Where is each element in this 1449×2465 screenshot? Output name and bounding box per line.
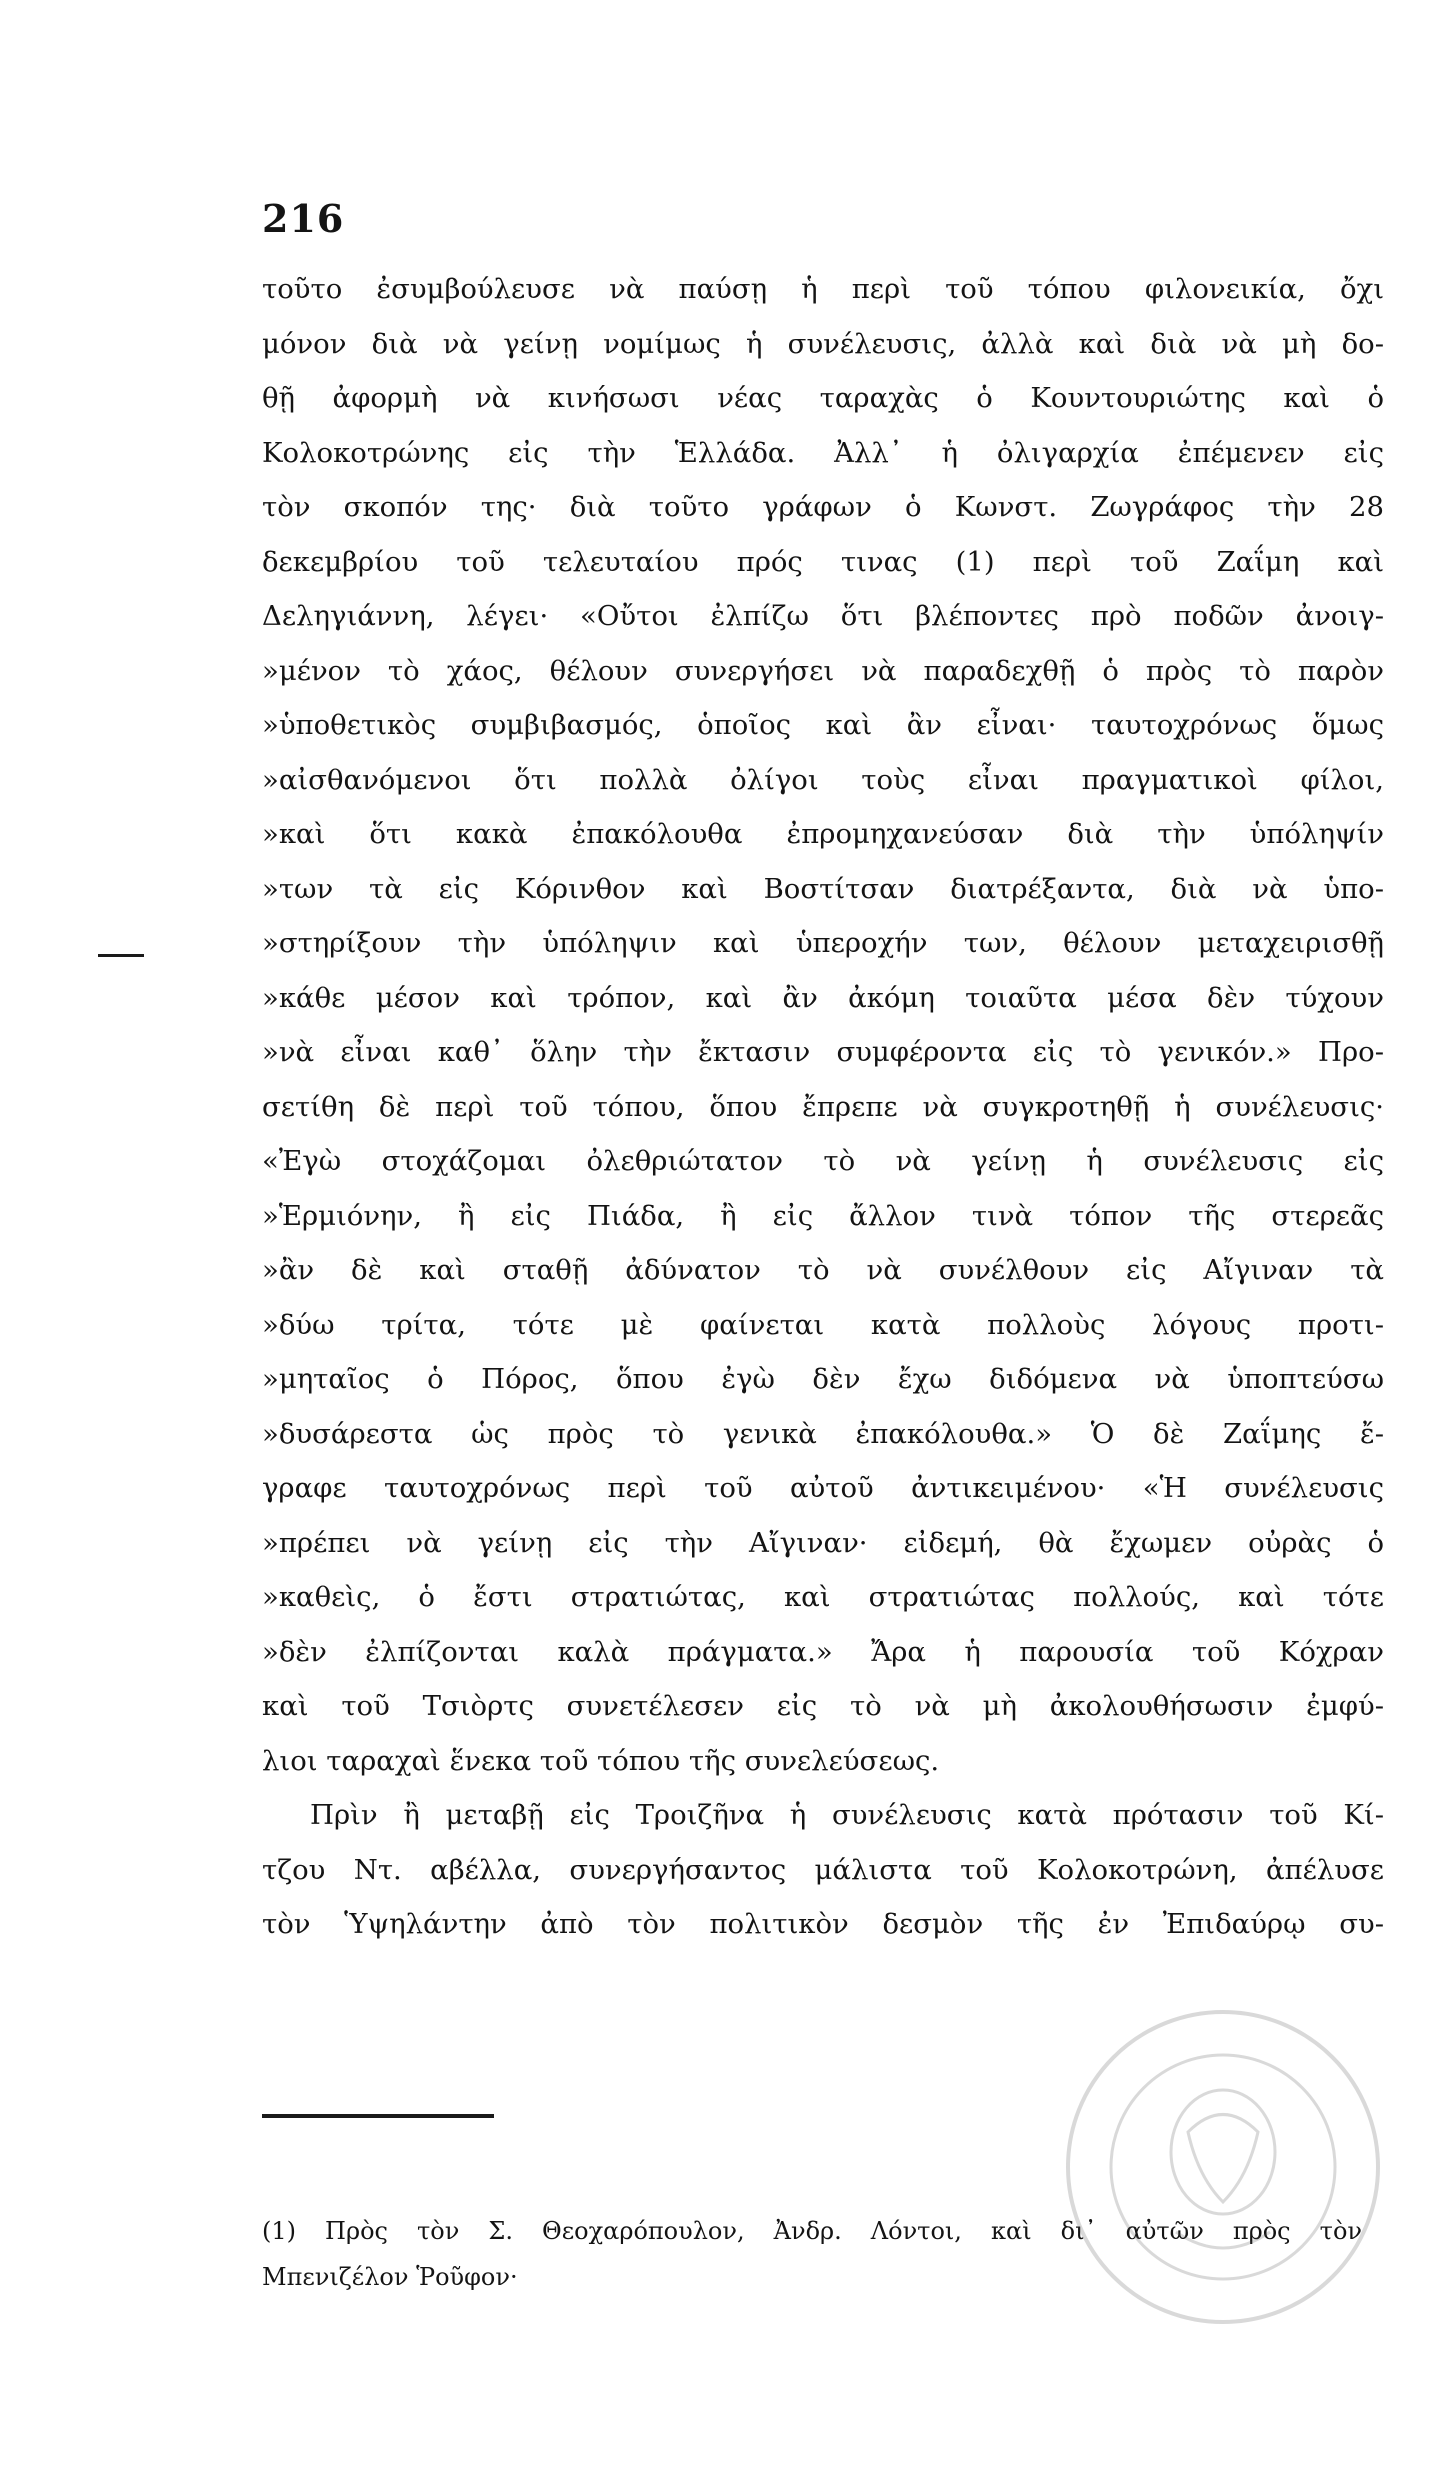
text-line: »Ἑρμιόνην, ἢ εἰς Πιάδα, ἢ εἰς ἄλλον τινὰ τόπον τῆς στερεᾶς [262,1199,1384,1232]
text-line: τζου Ντ. αβέλλα, συνεργήσαντος μάλιστα τοῦ Κολοκοτρώνη, ἀπέλυσε [262,1853,1384,1886]
text-line: γραφε ταυτοχρόνως περὶ τοῦ αὐτοῦ ἀντικειμένου· «Ἡ συνέλευσις [262,1472,1384,1504]
footnote-separator [262,2114,494,2118]
text-line-paragraph-start: Πρὶν ἢ μεταβῇ εἰς Τροιζῆνα ἡ συνέλευσις κατὰ πρότασιν τοῦ Κί- [310,1799,1384,1831]
text-line: »καὶ ὅτι κακὰ ἐπακόλουθα ἐπρομηχανεύσαν διὰ τὴν ὑπόληψίν [262,818,1384,850]
text-line: Κολοκοτρώνης εἰς τὴν Ἑλλάδα. Ἀλλ᾽ ἡ ὀλιγαρχία ἐπέμενεν εἰς [262,436,1384,469]
main-text [262,262,1384,1952]
text-line: καὶ τοῦ Τσιὸρτς συνετέλεσεν εἰς τὸ νὰ μὴ ἀκολουθήσωσιν ἐμφύ- [262,1690,1384,1722]
footnote-line: (1) Πρὸς τὸν Σ. Θεοχαρόπουλον, Ἀνδρ. Λόντοι, καὶ δι᾽ αὐτῶν πρὸς τὸν [262,2217,1362,2245]
text-line: μόνον διὰ νὰ γείνῃ νομίμως ἡ συνέλευσις, ἀλλὰ καὶ διὰ νὰ μὴ δο- [262,327,1384,360]
text-line: »ὑποθετικὸς συμβιβασμός, ὁποῖος καὶ ἂν εἶναι· ταυτοχρόνως ὅμως [262,709,1384,741]
text-line: »καθεὶς, ὁ ἔστι στρατιώτας, καὶ στρατιώτας πολλούς, καὶ τότε [262,1581,1384,1613]
text-line: »πρέπει νὰ γείνῃ εἰς τὴν Αἴγιναν· εἰδεμή, θὰ ἔχωμεν οὐρὰς ὁ [262,1526,1384,1559]
page-number: 216 [262,196,345,241]
text-line: τοῦτο ἐσυμβούλευσε νὰ παύσῃ ἡ περὶ τοῦ τόπου φιλονεικία, ὄχι [262,273,1384,305]
text-line: »ἂν δὲ καὶ σταθῇ ἀδύνατον τὸ νὰ συνέλθουν εἰς Αἴγιναν τὰ [262,1254,1384,1286]
text-line: »νὰ εἶναι καθ᾽ ὅλην τὴν ἔκτασιν συμφέροντα εἰς τὸ γενικόν.» Προ- [262,1036,1384,1068]
margin-mark [98,954,144,957]
text-line: δεκεμβρίου τοῦ τελευταίου πρός τινας (1) περὶ τοῦ Ζαΐμη καὶ [262,545,1384,578]
text-line: »δὲν ἐλπίζονται καλὰ πράγματα.» Ἄρα ἡ παρουσία τοῦ Κόχραν [262,1635,1384,1668]
text-line: »δύω τρίτα, τότε μὲ φαίνεται κατὰ πολλοὺς λόγους προτι- [262,1308,1384,1341]
text-line: σετίθη δὲ περὶ τοῦ τόπου, ὅπου ἔπρεπε νὰ συγκροτηθῇ ἡ συνέλευσις· [262,1090,1384,1123]
footnote-line: Μπενιζέλον Ῥοῦφον· [262,2263,518,2291]
text-line: τὸν σκοπόν της· διὰ τοῦτο γράφων ὁ Κωνστ. Ζωγράφος τὴν 28 [262,491,1384,523]
text-line: »κάθε μέσον καὶ τρόπον, καὶ ἂν ἀκόμη τοιαῦτα μέσα δὲν τύχουν [262,981,1384,1014]
text-line-paragraph-end: λιοι ταραχαὶ ἕνεκα τοῦ τόπου τῆς συνελεύσεως. [262,1744,940,1777]
text-line: »αἰσθανόμενοι ὅτι πολλὰ ὀλίγοι τοὺς εἶναι πραγματικοὶ φίλοι, [262,763,1384,796]
library-seal-stamp-icon [1058,2002,1388,2332]
text-line: Δεληγιάννη, λέγει· «Οὔτοι ἐλπίζω ὅτι βλέποντες πρὸ ποδῶν ἀνοιγ- [262,600,1384,632]
text-line: «Ἐγὼ στοχάζομαι ὀλεθριώτατον τὸ νὰ γείνῃ ἡ συνέλευσις εἰς [262,1145,1384,1177]
text-line: »δυσάρεστα ὡς πρὸς τὸ γενικὰ ἐπακόλουθα.» Ὁ δὲ Ζαΐμης ἔ- [262,1417,1384,1450]
text-line: θῇ ἀφορμὴ νὰ κινήσωσι νέας ταραχὰς ὁ Κουντουριώτης καὶ ὁ [262,382,1384,414]
text-line: τὸν Ὑψηλάντην ἀπὸ τὸν πολιτικὸν δεσμὸν τῆς ἐν Ἐπιδαύρῳ συ- [262,1908,1384,1940]
text-line: »των τὰ εἰς Κόρινθον καὶ Βοστίτσαν διατρέξαντα, διὰ νὰ ὑπο- [262,872,1384,905]
text-line: »μηταῖος ὁ Πόρος, ὅπου ἐγὼ δὲν ἔχω διδόμενα νὰ ὑποπτεύσω [262,1363,1384,1395]
text-line: »στηρίξουν τὴν ὑπόληψιν καὶ ὑπεροχήν των, θέλουν μεταχειρισθῇ [262,927,1384,959]
text-line: »μένον τὸ χάος, θέλουν συνεργήσει νὰ παραδεχθῇ ὁ πρὸς τὸ παρὸν [262,654,1384,687]
